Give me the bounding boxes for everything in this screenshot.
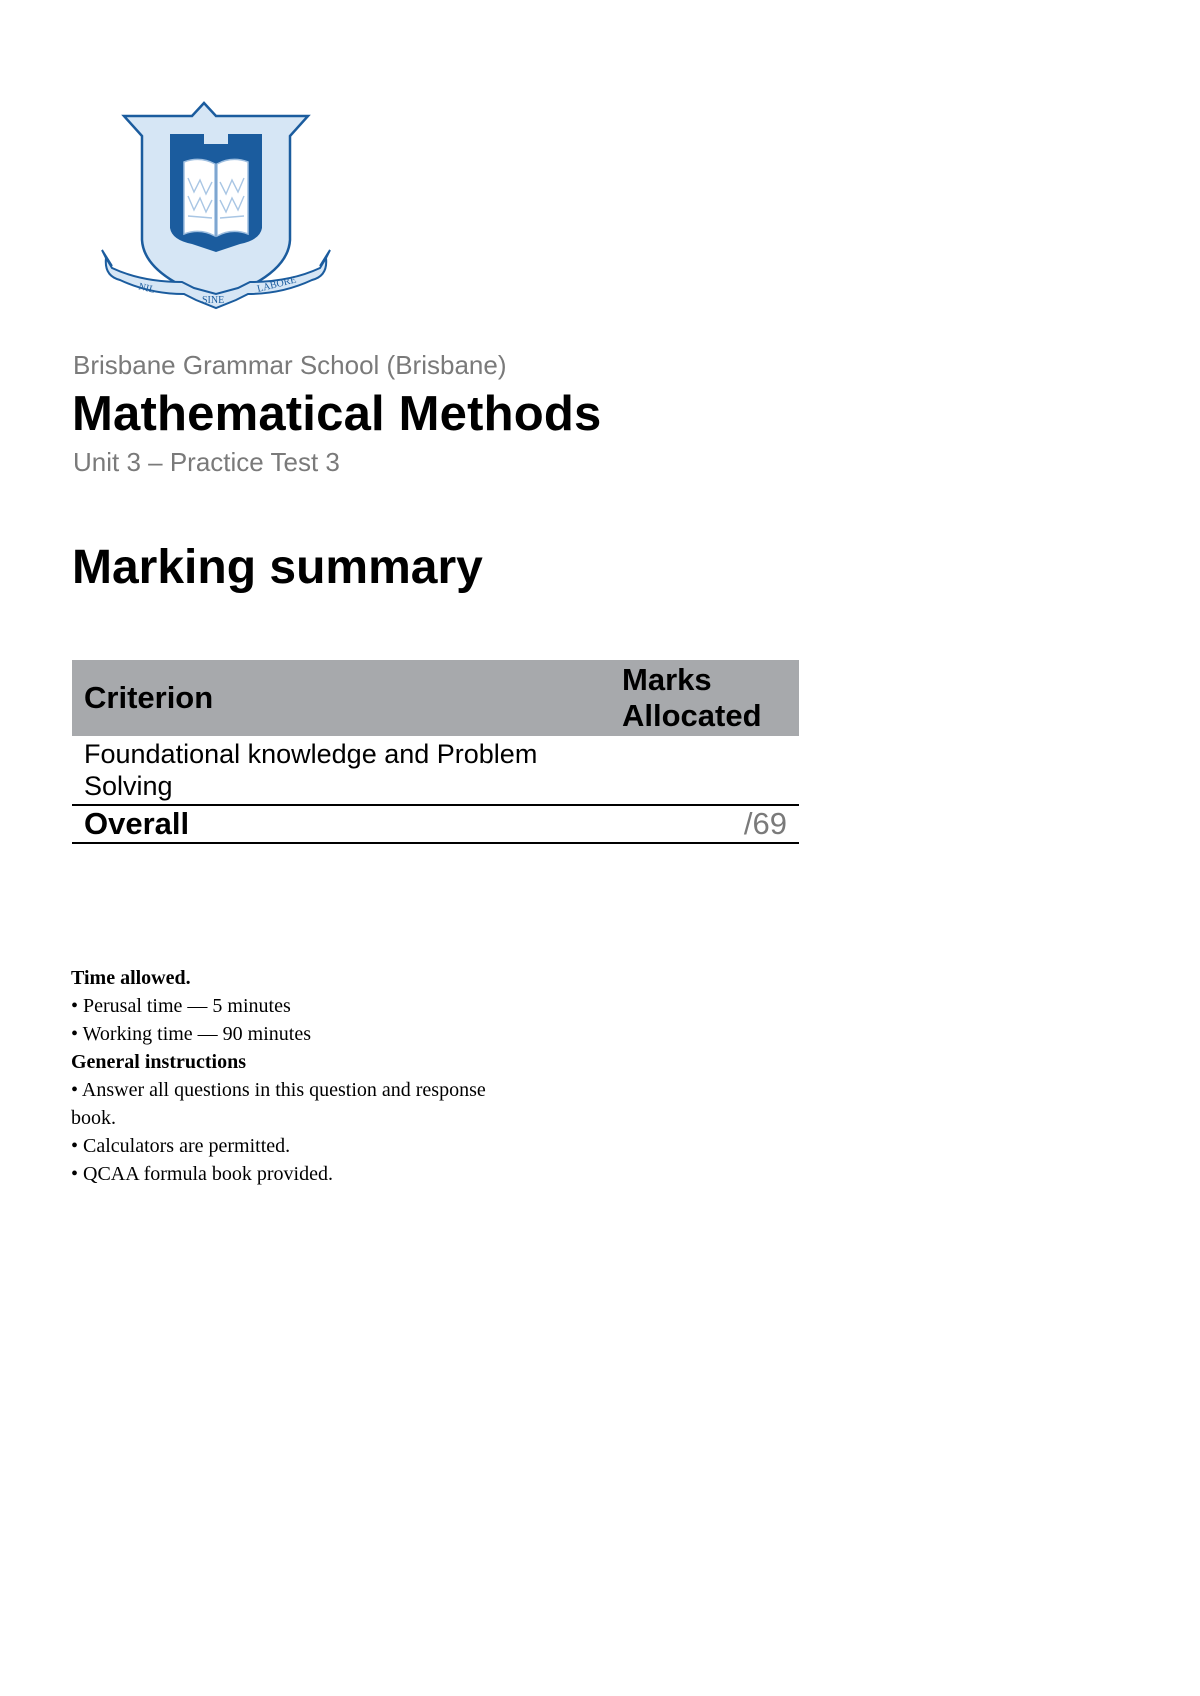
overall-marks: /69	[610, 805, 799, 843]
school-crest-logo	[100, 100, 332, 318]
general-instructions-heading: General instructions	[71, 1051, 246, 1073]
time-item: • Working time — 90 minutes	[71, 1023, 312, 1045]
table-header-row	[72, 660, 799, 736]
instruction-item: • Calculators are permitted.	[71, 1135, 291, 1157]
criterion-cell: Foundational knowledge and Problem Solving	[72, 736, 610, 805]
criterion-column-header: Criterion	[72, 660, 610, 736]
crest-motto-word: NIL	[137, 281, 157, 296]
table-row	[72, 736, 799, 805]
marking-summary-table	[72, 660, 799, 844]
marking-summary-title: Marking summary	[72, 541, 483, 594]
instruction-item: • Answer all questions in this question and response book.	[71, 1079, 486, 1129]
subject-title: Mathematical Methods	[72, 387, 602, 441]
overall-label: Overall	[72, 805, 610, 843]
marks-cell	[610, 736, 799, 805]
overall-row	[72, 805, 799, 843]
instruction-item: • QCAA formula book provided.	[71, 1163, 333, 1185]
exam-instructions	[71, 964, 491, 1188]
school-name: Brisbane Grammar School (Brisbane)	[73, 350, 507, 380]
crest-motto-word: SINE	[202, 295, 225, 306]
crest-motto-word: LABORE	[256, 274, 298, 295]
unit-title: Unit 3 – Practice Test 3	[73, 447, 340, 477]
time-item: • Perusal time — 5 minutes	[71, 995, 291, 1017]
time-allowed-heading: Time allowed.	[71, 967, 191, 989]
marks-allocated-column-header: Marks Allocated	[610, 660, 799, 736]
